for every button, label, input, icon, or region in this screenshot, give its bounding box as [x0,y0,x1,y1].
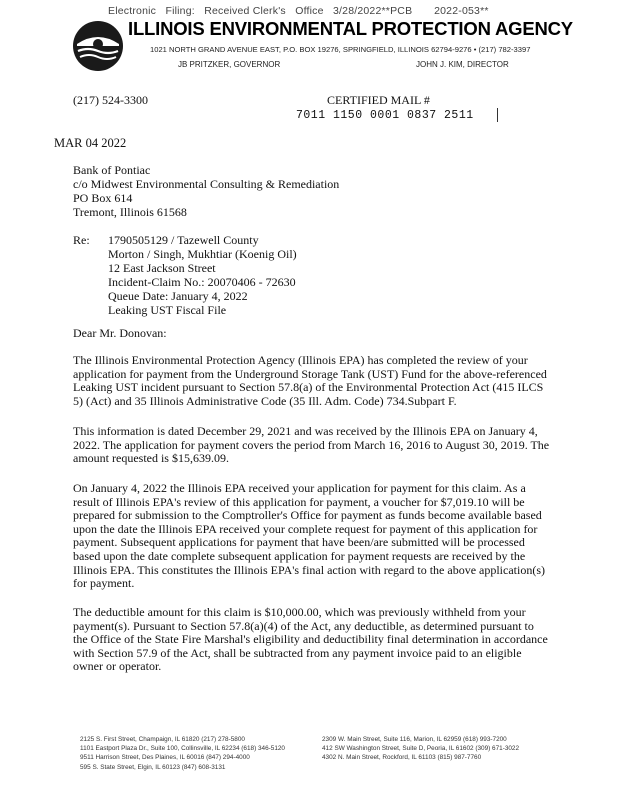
body-paragraph: This information is dated December 29, 2021 and was received by the Illinois EPA on January 4, 2022. The application for payment covers the period from March 16, 2016 to August 30, 2019. The amount requested is $15,639.09. [73,424,550,466]
body-paragraph: The deductible amount for this claim is $10,000.00, which was previously withheld from your payment(s). Pursuant to Section 57.8(a)(4) of the Act, any deductible, as determined pursuant to the Office of the State Fire Marshal's eligibility and deductibility final determination in accordance with Section 57.9 of the Act, shall be subtracted from any payment invoice paid to an eligible owner or operator. [73,605,548,674]
body-paragraph: The Illinois Environmental Protection Agency (Illinois EPA) has completed the review of your application for payment from the Underground Storage Tank (UST) Fund for the above-referenced Leaking UST incident pursuant to Section 57.8(a) of the Environmental Protection Act (415 ILCS 5) (Act) and 35 Illinois Administrative Code (35 Ill. Adm. Code) 734.Subpart F. [73,353,547,408]
footer-office-line: 4302 N. Main Street, Rockford, IL 61103 (815) 987-7760 [322,754,482,762]
tracking-divider [497,108,498,122]
footer-office-line: 1101 Eastport Plaza Dr., Suite 100, Collinsville, IL 62234 (618) 346-5120 [80,745,285,753]
agency-name: ILLINOIS ENVIRONMENTAL PROTECTION AGENCY [128,18,573,39]
re-line: Queue Date: January 4, 2022 [108,289,248,303]
salutation: Dear Mr. Donovan: [73,326,167,340]
agency-address: 1021 NORTH GRAND AVENUE EAST, P.O. BOX 19276, SPRINGFIELD, ILLINOIS 62794-9276 • (217) 782-3397 [150,45,531,54]
addressee-block [73,163,339,219]
re-line: 1790505129 / Tazewell County [108,233,259,247]
addressee-line: c/o Midwest Environmental Consulting & Remediation [73,177,340,191]
addressee-line: Bank of Pontiac [73,163,151,177]
footer-offices-left [80,735,285,772]
re-line: Leaking UST Fiscal File [108,303,227,317]
letter-date: MAR 04 2022 [54,136,127,150]
phone-number: (217) 524-3300 [73,93,148,107]
footer-office-line: 595 S. State Street, Elgin, IL 60123 (847) 608-3131 [80,763,226,771]
certified-mail-label: CERTIFIED MAIL # [327,93,430,107]
re-block [108,233,297,317]
addressee-line: PO Box 614 [73,191,133,205]
body-paragraph: On January 4, 2022 the Illinois EPA received your application for payment for this claim. As a result of Illinois EPA's review of this application for payment, a voucher for $7,019.10 will be prepared for submission to the Comptroller's Office for payment as funds become available based upon the date the Illinois EPA received your complete request for payment of this application for payment. Subsequent applications for payment that have been/are submitted will be processed based upon the date complete subsequent application for payment requests are received by the Illinois EPA. This constitutes the Illinois EPA's final action with regard to the above application(s) for payment. [73,481,545,591]
agency-logo-icon [72,20,124,72]
footer-office-line: 2309 W. Main Street, Suite 116, Marion, IL 62959 (618) 993-7200 [322,736,507,743]
director-name: JOHN J. KIM, DIRECTOR [416,60,509,69]
governor-name: JB PRITZKER, GOVERNOR [178,60,281,69]
footer-office-line: 9511 Harrison Street, Des Plaines, IL 60016 (847) 294-4000 [80,754,250,762]
re-line: Morton / Singh, Mukhtiar (Koenig Oil) [108,247,297,261]
tracking-number: 7011 1150 0001 0837 2511 [296,109,474,122]
filing-stamp: Electronic Filing: Received Clerk's Office 3/28/2022**PCB 2022-053** [108,5,489,17]
footer-office-line: 412 SW Washington Street, Suite D, Peoria, IL 61602 (309) 671-3022 [322,745,520,753]
re-line: 12 East Jackson Street [108,261,216,275]
footer-offices-right [322,735,519,763]
footer-office-line: 2125 S. First Street, Champaign, IL 61820 (217) 278-5800 [80,736,245,743]
addressee-line: Tremont, Illinois 61568 [73,205,187,219]
re-line: Incident-Claim No.: 20070406 - 72630 [108,275,296,289]
re-label: Re: [73,233,90,247]
